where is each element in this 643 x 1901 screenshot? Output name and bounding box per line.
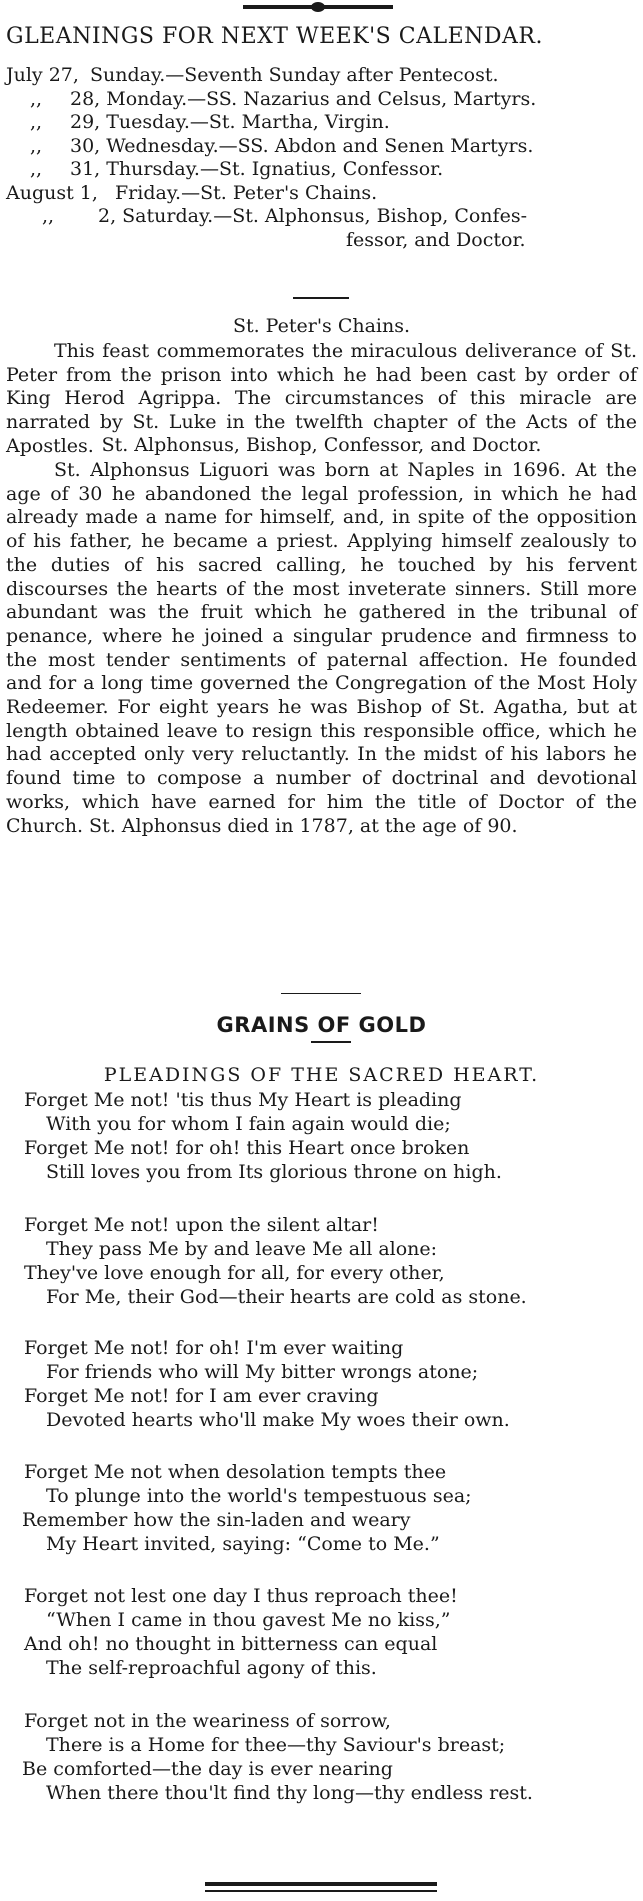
poem-line: Forget Me not! 'tis thus My Heart is pleading bbox=[24, 1089, 462, 1111]
poem-line: For Me, their God—their hearts are cold as stone. bbox=[46, 1286, 527, 1308]
calendar-text: Friday.—St. Peter's Chains. bbox=[115, 182, 378, 204]
calendar-text: 31, Thursday.—St. Ignatius, Confessor. bbox=[70, 158, 444, 180]
section-divider bbox=[281, 993, 361, 994]
bottom-rule bbox=[205, 1882, 437, 1886]
poem-line: Forget Me not! for oh! I'm ever waiting bbox=[24, 1337, 404, 1359]
calendar-month: ,, bbox=[30, 88, 43, 110]
calendar-text: 29, Tuesday.—St. Martha, Virgin. bbox=[70, 111, 390, 133]
alphonsus-body: St. Alphonsus Liguori was born at Naples in 1696. At the age of 30 he abandoned the legal profession, in which he had already made a name for himself, and, in spite of the opposition of his father, he became a priest. Applying himself zealously to the duties of his sacred calling, he touched by his fervent discourses the hearts of the most inveterate sinners. Still more abundant was the fruit which he gathered in the tribunal of penance, where he joined a singular prudence and firmness to the most tender sentiments of paternal affection. He founded and for a long time governed the Congregation of the Most Holy Redeemer. For eight years he was Bishop of St. Agatha, but at length obtained leave to resign this responsible office, which he had accepted only very reluctantly. In the midst of his labors he found time to compose a number of doctrinal and devotional works, which have earned for him the title of Doctor of the Church. St. Alphonsus died in 1787, at the age of 90. bbox=[6, 459, 637, 837]
poem-line: When there thou'lt find thy long—thy endless rest. bbox=[46, 1782, 533, 1804]
calendar-text: Sunday.—Seventh Sunday after Pentecost. bbox=[90, 64, 499, 86]
poem-line: Devoted hearts who'll make My woes their own. bbox=[46, 1409, 510, 1431]
poem-line: With you for whom I fain again would die; bbox=[46, 1113, 451, 1135]
poem-line: The self-reproachful agony of this. bbox=[46, 1657, 377, 1679]
poem-line: Be comforted—the day is ever nearing bbox=[22, 1758, 393, 1780]
calendar-text: 2, Saturday.—St. Alphonsus, Bishop, Confes- bbox=[98, 205, 527, 227]
calendar-month: ,, bbox=[30, 158, 43, 180]
poem-line: Forget not in the weariness of sorrow, bbox=[24, 1710, 391, 1732]
poem-line: For friends who will My bitter wrongs atone; bbox=[46, 1361, 479, 1383]
poem-line: Still loves you from Its glorious throne on high. bbox=[46, 1161, 502, 1183]
calendar-text: 28, Monday.—SS. Nazarius and Celsus, Martyrs. bbox=[70, 88, 537, 110]
poem-line: They pass Me by and leave Me all alone: bbox=[46, 1238, 438, 1260]
section-divider bbox=[293, 297, 349, 299]
bottom-rule bbox=[205, 1890, 437, 1892]
calendar-heading: GLEANINGS FOR NEXT WEEK'S CALENDAR. bbox=[6, 24, 543, 49]
poem-line: “When I came in thou gavest Me no kiss,” bbox=[46, 1609, 451, 1631]
poem-line: Remember how the sin-laden and weary bbox=[22, 1509, 411, 1531]
poem-line: They've love enough for all, for every other, bbox=[24, 1262, 445, 1284]
calendar-text: 30, Wednesday.—SS. Abdon and Senen Martyrs. bbox=[70, 135, 534, 157]
poem-line: My Heart invited, saying: “Come to Me.” bbox=[46, 1533, 440, 1555]
poem-line: There is a Home for thee—thy Saviour's breast; bbox=[46, 1734, 506, 1756]
poem-line: Forget not lest one day I thus reproach thee! bbox=[24, 1585, 458, 1607]
calendar-month: ,, bbox=[42, 205, 55, 227]
calendar-month: July 27, bbox=[6, 64, 79, 86]
poem-line: And oh! no thought in bitterness can equal bbox=[24, 1633, 438, 1655]
poem-line: Forget Me not when desolation tempts thee bbox=[24, 1461, 447, 1483]
calendar-month: ,, bbox=[30, 135, 43, 157]
top-ornament-rule bbox=[243, 5, 393, 9]
poem-line: To plunge into the world's tempestuous sea; bbox=[46, 1485, 472, 1507]
poem-line: Forget Me not! for oh! this Heart once broken bbox=[24, 1137, 470, 1159]
alphonsus-title: St. Alphonsus, Bishop, Confessor, and Doctor. bbox=[101, 434, 542, 456]
peter-body: This feast commemorates the miraculous deliverance of St. Peter from the prison into which he had been cast by order of King Herod Agrippa. The circumstances of this miracle are narrated by St. Luke in the twelfth chapter of the Acts of the Apostles. bbox=[6, 340, 637, 457]
ornament-diamond bbox=[311, 2, 325, 12]
poem-line: Forget Me not! upon the silent altar! bbox=[24, 1214, 379, 1236]
heading-underline bbox=[311, 1041, 351, 1043]
poem-title: PLEADINGS OF THE SACRED HEART. bbox=[103, 1064, 540, 1086]
grains-heading: GRAINS OF GOLD bbox=[216, 1013, 427, 1037]
peter-title: St. Peter's Chains. bbox=[232, 315, 411, 337]
calendar-month: August 1, bbox=[6, 182, 98, 204]
calendar-month: ,, bbox=[30, 111, 43, 133]
calendar-text: fessor, and Doctor. bbox=[346, 229, 526, 251]
poem-line: Forget Me not! for I am ever craving bbox=[24, 1385, 379, 1407]
